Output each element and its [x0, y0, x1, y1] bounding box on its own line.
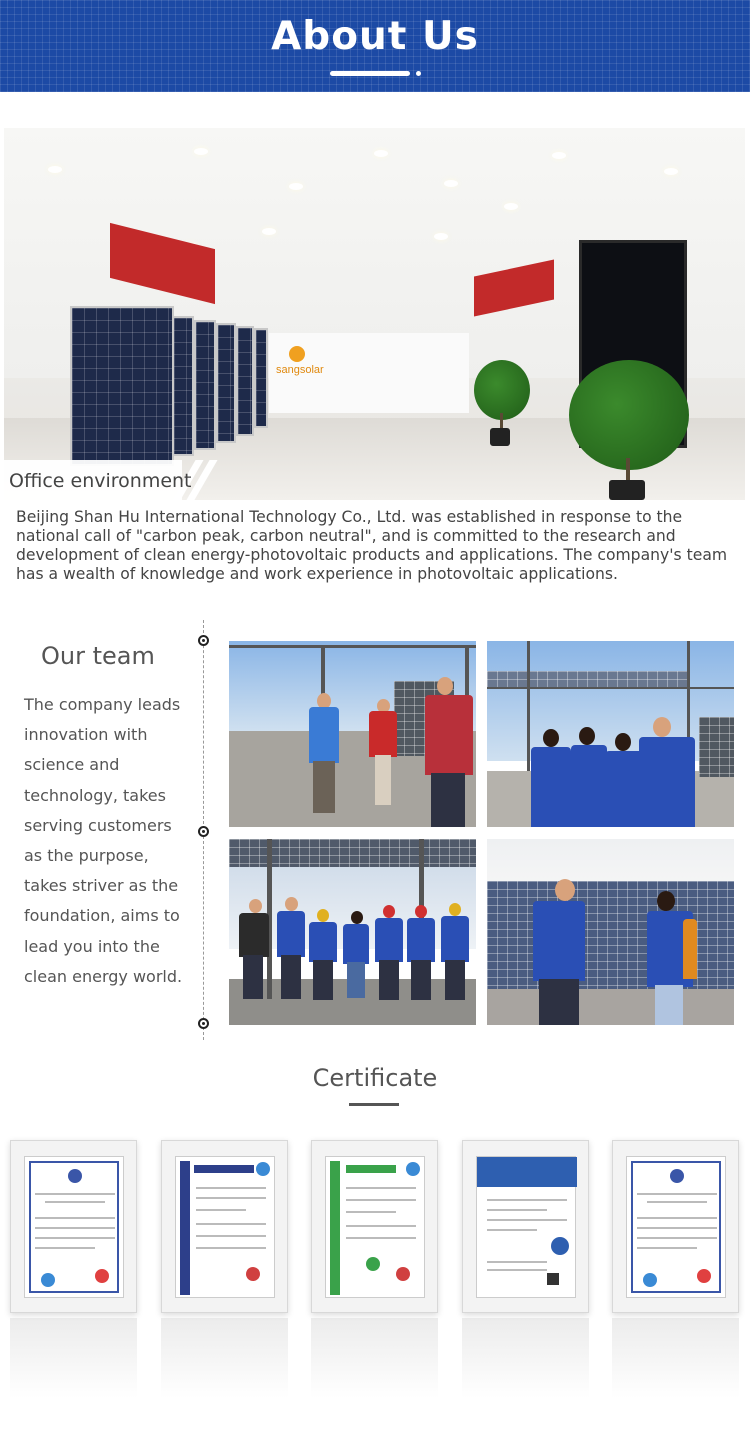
potted-plant	[569, 360, 689, 470]
team-description: The company leads innovation with science and technology, takes serving customers as the purpose, takes striver as the foundation, aims to lead you into the clean energy world.	[24, 695, 183, 986]
ceiling-light	[504, 203, 518, 210]
ceiling-light	[434, 233, 448, 240]
certificate-reflection	[10, 1318, 137, 1398]
ceiling-light	[664, 168, 678, 175]
certificate-reflection	[612, 1318, 739, 1398]
certificate-card	[462, 1140, 589, 1313]
certificate-reflection	[311, 1318, 438, 1398]
ceiling-light	[48, 166, 62, 173]
certificate-card	[161, 1140, 288, 1313]
plant-pot	[609, 480, 645, 500]
ceiling-light	[289, 183, 303, 190]
company-intro: Beijing Shan Hu International Technology Co., Ltd. was established in response to the national call of "carbon peak, carbon neutral", and is committed to the research and development of clean energy-photovoltaic products and applications. The company's team has a wealth of knowledge and work experience in photovoltaic applications.	[16, 508, 728, 583]
title-underline	[330, 71, 410, 76]
team-photo	[487, 641, 734, 827]
solar-panel-display	[254, 328, 268, 428]
certificate-reflection	[462, 1318, 589, 1398]
sun-logo-icon	[289, 346, 305, 362]
ceiling-light	[374, 150, 388, 157]
team-photo	[229, 839, 476, 1025]
ceiling-light	[194, 148, 208, 155]
ceiling-light	[444, 180, 458, 187]
ceiling-light	[262, 228, 276, 235]
team-photo	[487, 839, 734, 1025]
solar-panel-display	[172, 316, 194, 456]
timeline-dot	[198, 1018, 209, 1029]
certificate-card	[311, 1140, 438, 1313]
certificate-underline	[349, 1103, 399, 1106]
page-title: About Us	[271, 14, 479, 59]
solar-panel-display	[216, 323, 236, 443]
certificate-heading: Certificate	[312, 1064, 438, 1092]
company-logo-text: sangsolar	[276, 364, 324, 376]
solar-panel-display	[70, 306, 174, 466]
office-caption: Office environment	[9, 470, 192, 492]
certificate-card	[612, 1140, 739, 1313]
solar-panel-display	[194, 320, 216, 450]
ceiling-light	[552, 152, 566, 159]
solar-panel-display	[236, 326, 254, 436]
certificate-reflection	[161, 1318, 288, 1398]
about-us-banner	[0, 0, 750, 92]
office-photo	[4, 128, 745, 500]
title-underline-dot	[416, 71, 421, 76]
timeline-dot	[198, 635, 209, 646]
team-photo	[229, 641, 476, 827]
team-heading: Our team	[41, 642, 155, 670]
potted-plant	[474, 360, 530, 420]
certificate-card	[10, 1140, 137, 1313]
timeline-dot	[198, 826, 209, 837]
plant-pot	[490, 428, 510, 446]
